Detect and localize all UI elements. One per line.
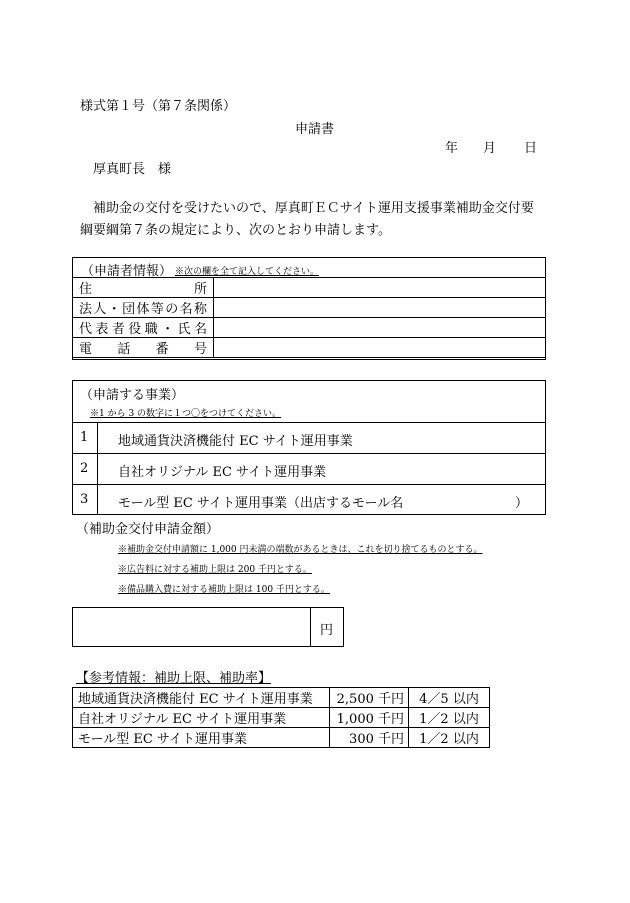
intro-line-1: 補助金の交付を受けたいので、厚真町ＥＣサイト運用支援事業補助金交付要 xyxy=(93,201,534,216)
reference-name-3: モール型 EC サイト運用事業 xyxy=(73,728,330,748)
amount-box xyxy=(72,607,344,647)
date-day-label: 日 xyxy=(524,141,538,156)
project-note: ※1 から 3 の数字に１つ〇をつけてください。 xyxy=(90,409,282,419)
amount-unit: 円 xyxy=(320,623,334,638)
reference-rate-2: 1／2 以内 xyxy=(409,708,490,728)
reference-limit-1: 2,500 千円 xyxy=(330,688,409,708)
project-1-number[interactable]: 1 xyxy=(80,430,89,445)
amount-note-1: ※補助金交付申請額に 1,000 円未満の端数があるときは、これを切り捨てるものとする。 xyxy=(118,545,483,555)
project-2-number[interactable]: 2 xyxy=(80,461,89,476)
address-field[interactable] xyxy=(214,278,546,298)
reference-rate-1: 4／5 以内 xyxy=(409,688,490,708)
project-3-label: モール型 EC サイト運用事業（出店するモール名 xyxy=(118,496,404,511)
project-3-number[interactable]: 3 xyxy=(80,492,89,507)
date-year-label: 年 xyxy=(445,141,459,156)
project-header: （申請する事業） xyxy=(80,388,185,403)
form-number: 様式第１号（第７条関係） xyxy=(80,99,237,114)
reference-row xyxy=(73,708,490,728)
amount-note-2: ※広告料に対する補助上限は 200 千円とする。 xyxy=(118,565,312,575)
reference-limit-3: 300 千円 xyxy=(330,728,409,748)
applicant-note: ※次の欄を全て記入してください。 xyxy=(175,267,320,277)
addressee: 厚真町長 様 xyxy=(93,162,172,177)
reference-rate-3: 1／2 以内 xyxy=(409,728,490,748)
reference-name-1: 地域通貨決済機能付 EC サイト運用事業 xyxy=(73,688,330,708)
applicant-fields xyxy=(72,277,546,358)
reference-title: 【参考情報：補助上限、補助率】 xyxy=(76,671,272,686)
organization-field[interactable] xyxy=(214,298,546,318)
reference-name-2: 自社オリジナル EC サイト運用事業 xyxy=(73,708,330,728)
phone-field[interactable] xyxy=(214,338,546,358)
phone-label: 電 話 番 号 xyxy=(79,342,207,357)
applicant-row-representative xyxy=(73,318,546,338)
amount-note-3: ※備品購入費に対する補助上限は 100 千円とする。 xyxy=(118,585,330,595)
project-3-close-paren: ） xyxy=(515,496,529,511)
applicant-row-organization xyxy=(73,298,546,318)
project-1-label: 地域通貨決済機能付 EC サイト運用事業 xyxy=(118,434,353,449)
representative-field[interactable] xyxy=(214,318,546,338)
organization-label: 法人・団体等の名称 xyxy=(79,302,207,317)
applicant-row-phone xyxy=(73,338,546,358)
reference-row xyxy=(73,688,490,708)
reference-row xyxy=(73,728,490,748)
document-title: 申請書 xyxy=(295,122,335,137)
reference-table xyxy=(72,687,490,748)
date-month-label: 月 xyxy=(483,141,497,156)
applicant-row-address xyxy=(73,278,546,298)
representative-label: 代表者役職・氏名 xyxy=(79,322,207,337)
applicant-header: （申請者情報） xyxy=(81,264,173,279)
amount-header: （補助金交付申請金額） xyxy=(76,522,220,537)
project-2-label: 自社オリジナル EC サイト運用事業 xyxy=(118,465,327,480)
address-label: 住 所 xyxy=(79,282,207,297)
intro-line-2: 綱要綱第７条の規定により、次のとおり申請します。 xyxy=(80,223,391,238)
reference-limit-2: 1,000 千円 xyxy=(330,708,409,728)
